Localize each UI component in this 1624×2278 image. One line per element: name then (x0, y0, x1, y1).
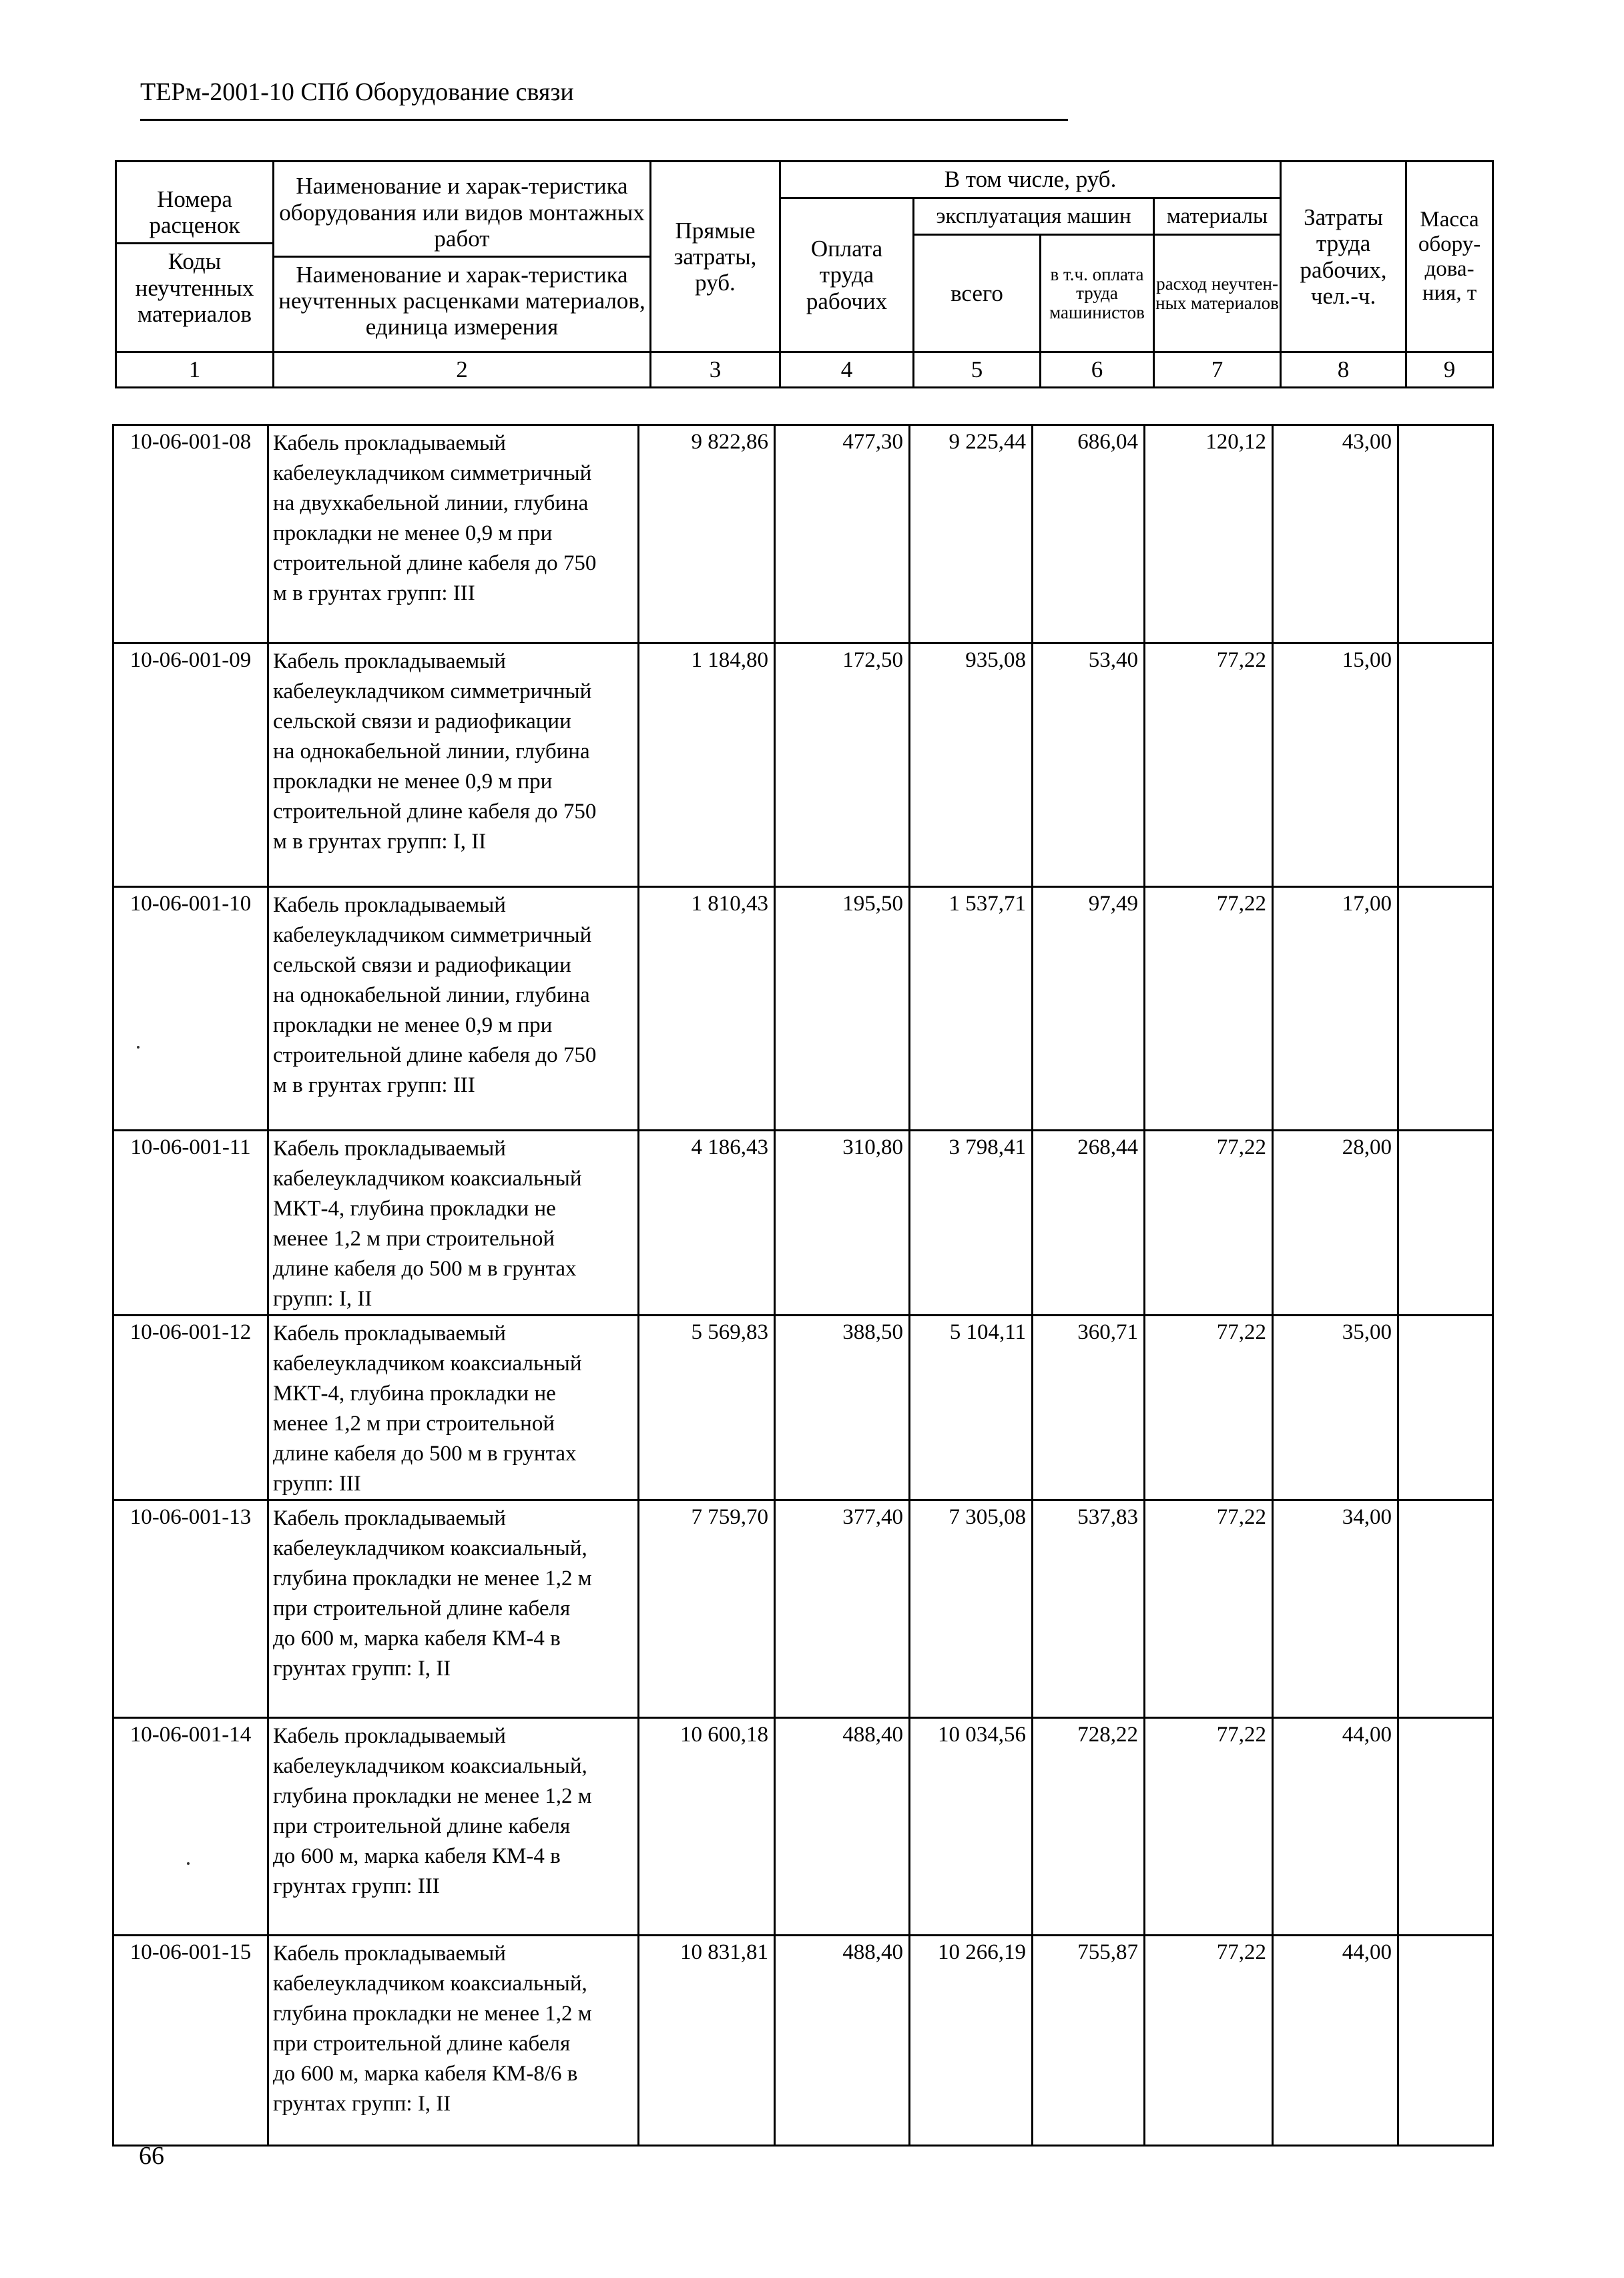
description-cell (268, 1316, 639, 1500)
description-line: прокладки не менее 0,9 м при (273, 521, 553, 545)
labor-cost-cell: 488,40 (775, 1718, 910, 1936)
equipment-mass-cell (1398, 1316, 1493, 1500)
equipment-mass-cell (1398, 1936, 1493, 2146)
operators-pay-cell: 268,44 (1033, 1131, 1145, 1316)
table-row (113, 1718, 1493, 1936)
description-line: до 600 м, марка кабеля КМ-4 в (273, 1627, 561, 1651)
machines-total-cell: 1 537,71 (910, 887, 1033, 1131)
description-line: м в грунтах групп: I, II (273, 830, 487, 854)
description-cell (268, 1500, 639, 1718)
column-number: 2 (274, 352, 651, 388)
scan-speck (187, 1862, 190, 1865)
col6-header: в т.ч. оплата труда машинистов (1041, 235, 1154, 352)
rates-table (112, 424, 1494, 2147)
machines-total-cell: 7 305,08 (910, 1500, 1033, 1718)
labor-hours-cell: 44,00 (1273, 1718, 1398, 1936)
rate-code-cell: 10-06-001-08 (113, 425, 268, 643)
machines-total-cell: 3 798,41 (910, 1131, 1033, 1316)
description-line: кабелеукладчиком симметричный (273, 461, 592, 485)
description-line: на однокабельной линии, глубина (273, 740, 590, 764)
col1-header (116, 162, 274, 352)
equipment-mass-cell (1398, 1718, 1493, 1936)
operators-pay-cell: 755,87 (1033, 1936, 1145, 2146)
operators-pay-cell: 53,40 (1033, 643, 1145, 887)
description-line: кабелеукладчиком симметричный (273, 923, 592, 947)
materials-cost-cell: 77,22 (1145, 1131, 1273, 1316)
table-row (113, 1500, 1493, 1718)
description-line: глубина прокладки не менее 1,2 м (273, 2002, 592, 2026)
description-cell (268, 1936, 639, 2146)
description-line: кабелеукладчиком симметричный (273, 679, 592, 703)
column-number: 6 (1041, 352, 1154, 388)
description-line: глубина прокладки не менее 1,2 м (273, 1784, 592, 1808)
description-line: на однокабельной линии, глубина (273, 983, 590, 1007)
description-line: строительной длине кабеля до 750 (273, 551, 597, 575)
column-number: 3 (651, 352, 780, 388)
description-line: менее 1,2 м при строительной (273, 1412, 555, 1436)
description-line: на двухкабельной линии, глубина (273, 491, 589, 515)
description-cell (268, 643, 639, 887)
operators-pay-cell: 537,83 (1033, 1500, 1145, 1718)
operators-pay-cell: 686,04 (1033, 425, 1145, 643)
description-line: Кабель прокладываемый (273, 649, 506, 673)
description-line: длине кабеля до 500 м в грунтах (273, 1442, 577, 1466)
operators-pay-cell: 360,71 (1033, 1316, 1145, 1500)
col1-header-bottom: Коды неучтенных материалов (135, 248, 254, 327)
equipment-mass-cell (1398, 1131, 1493, 1316)
rate-code-cell: 10-06-001-12 (113, 1316, 268, 1500)
column-number: 4 (780, 352, 914, 388)
equipment-mass-cell (1398, 1500, 1493, 1718)
description-line: групп: I, II (273, 1287, 372, 1311)
materials-cost-cell: 77,22 (1145, 1316, 1273, 1500)
column-number: 1 (116, 352, 274, 388)
description-line: при строительной длине кабеля (273, 1597, 571, 1621)
description-line: МКТ-4, глубина прокладки не (273, 1382, 556, 1406)
scan-speck (137, 1046, 140, 1049)
machines-total-cell: 5 104,11 (910, 1316, 1033, 1500)
column-header-table (115, 160, 1494, 388)
direct-cost-cell: 1 184,80 (639, 643, 775, 887)
description-line: групп: III (273, 1472, 361, 1496)
col2-header-top: Наименование и харак-теристика оборудования или видов монтажных работ (274, 173, 649, 258)
labor-hours-cell: 35,00 (1273, 1316, 1398, 1500)
column-number: 9 (1406, 352, 1493, 388)
description-line: м в грунтах групп: III (273, 1073, 475, 1097)
description-line: менее 1,2 м при строительной (273, 1227, 555, 1251)
col5-header: всего (914, 235, 1041, 352)
labor-hours-cell: 15,00 (1273, 643, 1398, 887)
operators-pay-cell: 97,49 (1033, 887, 1145, 1131)
col4-header: Оплата труда рабочих (780, 198, 914, 352)
description-line: глубина прокладки не менее 1,2 м (273, 1567, 592, 1591)
labor-cost-cell: 310,80 (775, 1131, 910, 1316)
materials-header: материалы (1154, 198, 1281, 235)
description-line: до 600 м, марка кабеля КМ-4 в (273, 1844, 561, 1868)
rate-code-cell: 10-06-001-09 (113, 643, 268, 887)
labor-cost-cell: 477,30 (775, 425, 910, 643)
page-number: 66 (139, 2142, 164, 2170)
description-line: кабелеукладчиком коаксиальный (273, 1352, 582, 1376)
header-rule (140, 119, 1068, 121)
description-line: при строительной длине кабеля (273, 1814, 571, 1838)
description-line: до 600 м, марка кабеля КМ-8/6 в (273, 2062, 578, 2086)
labor-hours-cell: 44,00 (1273, 1936, 1398, 2146)
rate-code-cell: 10-06-001-14 (113, 1718, 268, 1936)
description-line: м в грунтах групп: III (273, 581, 475, 605)
col8-header: Затраты труда рабочих, чел.-ч. (1281, 162, 1406, 352)
direct-cost-cell: 10 831,81 (639, 1936, 775, 2146)
description-line: Кабель прокладываемый (273, 893, 506, 917)
table-row (113, 1316, 1493, 1500)
description-cell (268, 887, 639, 1131)
description-line: строительной длине кабеля до 750 (273, 800, 597, 824)
machines-total-cell: 935,08 (910, 643, 1033, 887)
rate-code-cell: 10-06-001-15 (113, 1936, 268, 2146)
table-row (113, 425, 1493, 643)
description-line: при строительной длине кабеля (273, 2032, 571, 2056)
table-row (113, 643, 1493, 887)
col2-header-bottom: Наименование и харак-теристика неучтенных расценками материалов, единица измерения (278, 262, 645, 340)
description-line: Кабель прокладываемый (273, 1724, 506, 1748)
description-line: длине кабеля до 500 м в грунтах (273, 1257, 577, 1281)
description-line: кабелеукладчиком коаксиальный, (273, 1972, 587, 1996)
materials-cost-cell: 77,22 (1145, 887, 1273, 1131)
description-line: кабелеукладчиком коаксиальный (273, 1167, 582, 1191)
direct-cost-cell: 10 600,18 (639, 1718, 775, 1936)
description-line: Кабель прокладываемый (273, 1137, 506, 1161)
direct-cost-cell: 7 759,70 (639, 1500, 775, 1718)
table-row (113, 1936, 1493, 2146)
labor-hours-cell: 17,00 (1273, 887, 1398, 1131)
rate-code-cell: 10-06-001-10 (113, 887, 268, 1131)
equipment-mass-cell (1398, 425, 1493, 643)
description-line: Кабель прокладываемый (273, 1506, 506, 1530)
description-line: Кабель прокладываемый (273, 1322, 506, 1346)
machines-total-cell: 10 266,19 (910, 1936, 1033, 2146)
description-line: грунтах групп: III (273, 1874, 440, 1898)
description-line: прокладки не менее 0,9 м при (273, 770, 553, 794)
direct-cost-cell: 1 810,43 (639, 887, 775, 1131)
description-line: строительной длине кабеля до 750 (273, 1043, 597, 1067)
description-cell (268, 1718, 639, 1936)
labor-cost-cell: 488,40 (775, 1936, 910, 2146)
materials-cost-cell: 77,22 (1145, 1500, 1273, 1718)
description-line: МКТ-4, глубина прокладки не (273, 1197, 556, 1221)
operators-pay-cell: 728,22 (1033, 1718, 1145, 1936)
description-line: прокладки не менее 0,9 м при (273, 1013, 553, 1037)
description-cell (268, 425, 639, 643)
labor-cost-cell: 388,50 (775, 1316, 910, 1500)
description-line: кабелеукладчиком коаксиальный, (273, 1754, 587, 1778)
materials-cost-cell: 77,22 (1145, 1718, 1273, 1936)
description-line: сельской связи и радиофикации (273, 953, 571, 977)
description-line: Кабель прокладываемый (273, 431, 506, 455)
labor-cost-cell: 195,50 (775, 887, 910, 1131)
direct-cost-cell: 4 186,43 (639, 1131, 775, 1316)
table-row (113, 887, 1493, 1131)
description-line: сельской связи и радиофикации (273, 709, 571, 734)
group-header: В том числе, руб. (780, 162, 1281, 198)
column-number: 7 (1154, 352, 1281, 388)
machines-header: эксплуатация машин (914, 198, 1154, 235)
materials-cost-cell: 77,22 (1145, 643, 1273, 887)
col9-header: Масса обору-дова-ния, т (1406, 162, 1493, 352)
machines-total-cell: 9 225,44 (910, 425, 1033, 643)
labor-hours-cell: 28,00 (1273, 1131, 1398, 1316)
labor-cost-cell: 172,50 (775, 643, 910, 887)
column-number: 5 (914, 352, 1041, 388)
col1-header-top: Номера расценок (117, 186, 272, 244)
equipment-mass-cell (1398, 643, 1493, 887)
direct-cost-cell: 5 569,83 (639, 1316, 775, 1500)
rate-code-cell: 10-06-001-11 (113, 1131, 268, 1316)
running-head: ТЕРм-2001-10 СПб Оборудование связи (140, 78, 574, 106)
table-row (113, 1131, 1493, 1316)
materials-cost-cell: 77,22 (1145, 1936, 1273, 2146)
description-line: грунтах групп: I, II (273, 2092, 451, 2116)
col7-header: расход неучтен-ных материалов (1154, 235, 1281, 352)
labor-hours-cell: 34,00 (1273, 1500, 1398, 1718)
labor-hours-cell: 43,00 (1273, 425, 1398, 643)
description-line: кабелеукладчиком коаксиальный, (273, 1536, 587, 1560)
rate-code-cell: 10-06-001-13 (113, 1500, 268, 1718)
description-cell (268, 1131, 639, 1316)
labor-cost-cell: 377,40 (775, 1500, 910, 1718)
direct-cost-cell: 9 822,86 (639, 425, 775, 643)
description-line: Кабель прокладываемый (273, 1942, 506, 1966)
machines-total-cell: 10 034,56 (910, 1718, 1033, 1936)
description-line: грунтах групп: I, II (273, 1657, 451, 1681)
col2-header (274, 162, 651, 352)
column-number: 8 (1281, 352, 1406, 388)
materials-cost-cell: 120,12 (1145, 425, 1273, 643)
equipment-mass-cell (1398, 887, 1493, 1131)
col3-header: Прямые затраты, руб. (651, 162, 780, 352)
